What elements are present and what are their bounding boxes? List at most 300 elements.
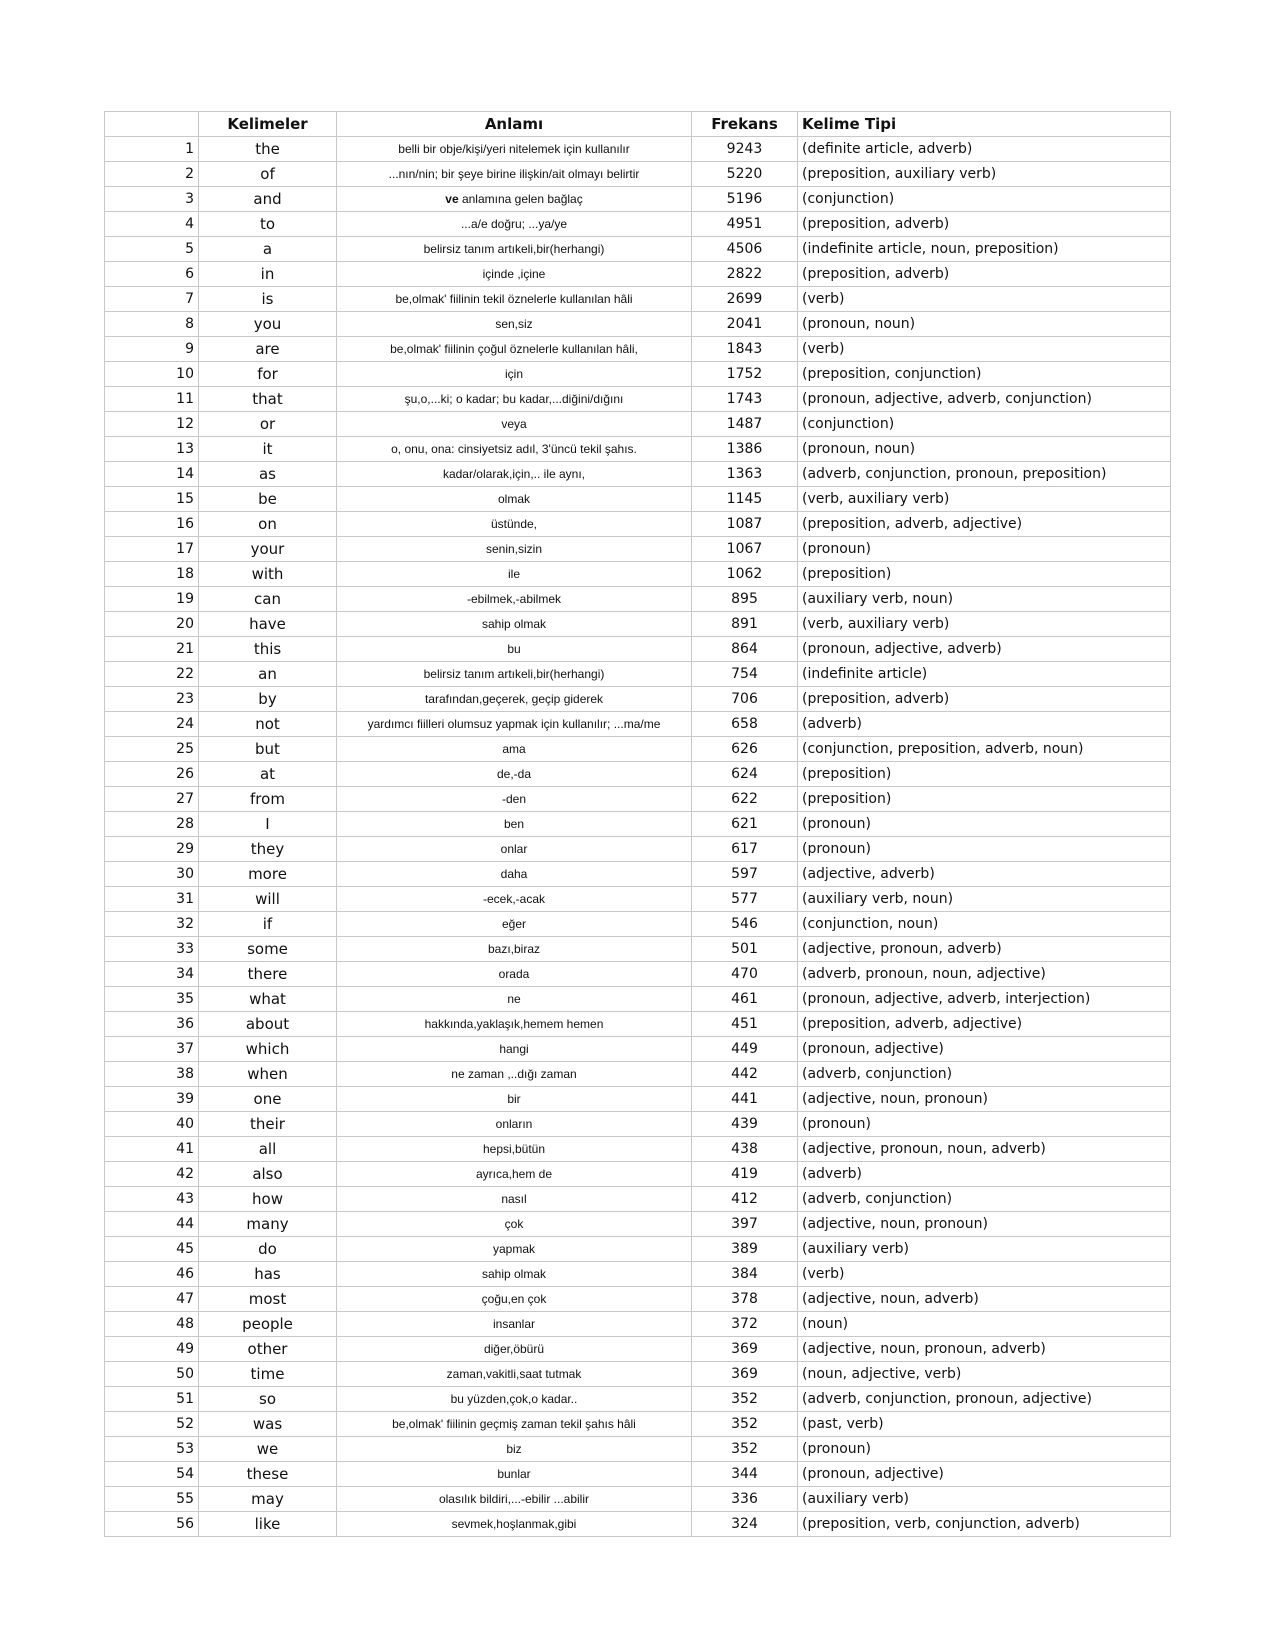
row-number: 28: [105, 812, 199, 837]
word-cell: some: [199, 937, 337, 962]
word-cell: how: [199, 1187, 337, 1212]
frequency-cell: 624: [692, 762, 798, 787]
word-cell: when: [199, 1062, 337, 1087]
word-cell: all: [199, 1137, 337, 1162]
table-row: [105, 1287, 1171, 1312]
word-cell: it: [199, 437, 337, 462]
frequency-cell: 439: [692, 1112, 798, 1137]
frequency-cell: 352: [692, 1412, 798, 1437]
meaning-cell: ama: [337, 737, 692, 762]
word-type-cell: (preposition, adverb): [798, 262, 1171, 287]
frequency-cell: 4506: [692, 237, 798, 262]
word-cell: is: [199, 287, 337, 312]
frequency-cell: 706: [692, 687, 798, 712]
frequency-cell: 352: [692, 1387, 798, 1412]
word-type-cell: (adjective, noun, adverb): [798, 1287, 1171, 1312]
word-type-cell: (pronoun): [798, 1437, 1171, 1462]
frequency-cell: 1067: [692, 537, 798, 562]
word-cell: to: [199, 212, 337, 237]
meaning-cell: onlar: [337, 837, 692, 862]
meaning-cell: de,-da: [337, 762, 692, 787]
word-type-cell: (conjunction, noun): [798, 912, 1171, 937]
meaning-cell: bir: [337, 1087, 692, 1112]
meaning-cell: veya: [337, 412, 692, 437]
row-number: 54: [105, 1462, 199, 1487]
word-cell: by: [199, 687, 337, 712]
word-type-cell: (pronoun, adjective): [798, 1037, 1171, 1062]
word-type-cell: (verb, auxiliary verb): [798, 487, 1171, 512]
word-cell: like: [199, 1512, 337, 1537]
word-cell: more: [199, 862, 337, 887]
row-number: 22: [105, 662, 199, 687]
word-type-cell: (pronoun, adjective, adverb, interjection): [798, 987, 1171, 1012]
word-cell: not: [199, 712, 337, 737]
table-row: [105, 1212, 1171, 1237]
header-words: Kelimeler: [199, 112, 337, 137]
frequency-cell: 621: [692, 812, 798, 837]
row-number: 19: [105, 587, 199, 612]
frequency-cell: 1843: [692, 337, 798, 362]
table-row: [105, 437, 1171, 462]
meaning-cell: biz: [337, 1437, 692, 1462]
meaning-cell: hangi: [337, 1037, 692, 1062]
word-type-cell: (pronoun): [798, 812, 1171, 837]
word-cell: be: [199, 487, 337, 512]
word-cell: these: [199, 1462, 337, 1487]
word-type-cell: (adverb, pronoun, noun, adjective): [798, 962, 1171, 987]
frequency-cell: 451: [692, 1012, 798, 1037]
frequency-cell: 1062: [692, 562, 798, 587]
frequency-cell: 1363: [692, 462, 798, 487]
meaning-cell: çok: [337, 1212, 692, 1237]
word-type-cell: (adjective, noun, pronoun, adverb): [798, 1337, 1171, 1362]
word-type-cell: (indefinite article, noun, preposition): [798, 237, 1171, 262]
word-cell: may: [199, 1487, 337, 1512]
word-type-cell: (adverb, conjunction): [798, 1187, 1171, 1212]
table-row: [105, 987, 1171, 1012]
word-type-cell: (adjective, noun, pronoun): [798, 1087, 1171, 1112]
word-type-cell: (noun): [798, 1312, 1171, 1337]
row-number: 12: [105, 412, 199, 437]
row-number: 56: [105, 1512, 199, 1537]
table-row: [105, 1037, 1171, 1062]
word-type-cell: (adjective, pronoun, noun, adverb): [798, 1137, 1171, 1162]
meaning-cell: belirsiz tanım artıkeli,bir(herhangi): [337, 662, 692, 687]
table-row: [105, 287, 1171, 312]
frequency-cell: 501: [692, 937, 798, 962]
row-number: 53: [105, 1437, 199, 1462]
word-cell: one: [199, 1087, 337, 1112]
meaning-cell: ile: [337, 562, 692, 587]
word-type-cell: (indefinite article): [798, 662, 1171, 687]
meaning-cell: o, onu, ona: cinsiyetsiz adıl, 3'üncü tekil şahıs.: [337, 437, 692, 462]
row-number: 45: [105, 1237, 199, 1262]
meaning-cell: ne: [337, 987, 692, 1012]
table-row: [105, 412, 1171, 437]
word-type-cell: (pronoun): [798, 537, 1171, 562]
table-row: [105, 1187, 1171, 1212]
frequency-cell: 1743: [692, 387, 798, 412]
row-number: 52: [105, 1412, 199, 1437]
row-number: 38: [105, 1062, 199, 1087]
frequency-cell: 1752: [692, 362, 798, 387]
table-row: [105, 1312, 1171, 1337]
row-number: 42: [105, 1162, 199, 1187]
word-type-cell: (preposition, adverb): [798, 687, 1171, 712]
meaning-cell: ...nın/nin; bir şeye birine ilişkin/ait olmayı belirtir: [337, 162, 692, 187]
word-cell: so: [199, 1387, 337, 1412]
meaning-cell: olasılık bildiri,...-ebilir ...abilir: [337, 1487, 692, 1512]
word-cell: which: [199, 1037, 337, 1062]
meaning-cell: be,olmak' fiilinin geçmiş zaman tekil şahıs hâli: [337, 1412, 692, 1437]
meaning-cell: -ecek,-acak: [337, 887, 692, 912]
table-row: [105, 612, 1171, 637]
word-cell: an: [199, 662, 337, 687]
frequency-cell: 1087: [692, 512, 798, 537]
meaning-cell: -den: [337, 787, 692, 812]
meaning-cell: içinde ,içine: [337, 262, 692, 287]
word-cell: at: [199, 762, 337, 787]
word-type-cell: (preposition, adverb, adjective): [798, 1012, 1171, 1037]
meaning-cell: ayrıca,hem de: [337, 1162, 692, 1187]
meaning-cell: kadar/olarak,için,.. ile aynı,: [337, 462, 692, 487]
word-type-cell: (adjective, pronoun, adverb): [798, 937, 1171, 962]
word-cell: are: [199, 337, 337, 362]
header-meaning: Anlamı: [337, 112, 692, 137]
word-type-cell: (verb): [798, 337, 1171, 362]
frequency-cell: 369: [692, 1337, 798, 1362]
word-type-cell: (pronoun, noun): [798, 437, 1171, 462]
table-row: [105, 1362, 1171, 1387]
word-type-cell: (definite article, adverb): [798, 137, 1171, 162]
table-row: [105, 1337, 1171, 1362]
word-type-cell: (pronoun, noun): [798, 312, 1171, 337]
row-number: 25: [105, 737, 199, 762]
word-cell: or: [199, 412, 337, 437]
table-row: [105, 862, 1171, 887]
meaning-cell: olmak: [337, 487, 692, 512]
meaning-cell: ne zaman ,..dığı zaman: [337, 1062, 692, 1087]
frequency-cell: 397: [692, 1212, 798, 1237]
word-type-cell: (preposition, adverb): [798, 212, 1171, 237]
meaning-cell: bazı,biraz: [337, 937, 692, 962]
table-row: [105, 262, 1171, 287]
word-cell: have: [199, 612, 337, 637]
frequency-cell: 5196: [692, 187, 798, 212]
row-number: 2: [105, 162, 199, 187]
word-cell: was: [199, 1412, 337, 1437]
table-row: [105, 337, 1171, 362]
meaning-rest-part: anlamına gelen bağlaç: [458, 192, 583, 206]
frequency-cell: 344: [692, 1462, 798, 1487]
word-type-cell: (pronoun, adjective, adverb, conjunction): [798, 387, 1171, 412]
table-row: [105, 212, 1171, 237]
word-type-cell: (noun, adjective, verb): [798, 1362, 1171, 1387]
table-row: [105, 537, 1171, 562]
row-number: 1: [105, 137, 199, 162]
meaning-cell: sevmek,hoşlanmak,gibi: [337, 1512, 692, 1537]
meaning-cell: bu yüzden,çok,o kadar..: [337, 1387, 692, 1412]
frequency-cell: 378: [692, 1287, 798, 1312]
row-number: 47: [105, 1287, 199, 1312]
word-type-cell: (conjunction): [798, 187, 1171, 212]
word-cell: that: [199, 387, 337, 412]
row-number: 8: [105, 312, 199, 337]
table-row: [105, 887, 1171, 912]
frequency-cell: 389: [692, 1237, 798, 1262]
word-type-cell: (preposition): [798, 562, 1171, 587]
word-cell: from: [199, 787, 337, 812]
row-number: 20: [105, 612, 199, 637]
word-type-cell: (preposition, auxiliary verb): [798, 162, 1171, 187]
frequency-cell: 336: [692, 1487, 798, 1512]
meaning-cell: hepsi,bütün: [337, 1137, 692, 1162]
word-cell: will: [199, 887, 337, 912]
frequency-cell: 449: [692, 1037, 798, 1062]
word-type-cell: (verb, auxiliary verb): [798, 612, 1171, 637]
word-type-cell: (adjective, adverb): [798, 862, 1171, 887]
meaning-cell: üstünde,: [337, 512, 692, 537]
row-number: 27: [105, 787, 199, 812]
table-row: [105, 362, 1171, 387]
row-number: 13: [105, 437, 199, 462]
table-row: [105, 937, 1171, 962]
word-cell: also: [199, 1162, 337, 1187]
word-cell: if: [199, 912, 337, 937]
meaning-cell: yardımcı fiilleri olumsuz yapmak için kullanılır; ...ma/me: [337, 712, 692, 737]
table-row: [105, 312, 1171, 337]
row-number: 37: [105, 1037, 199, 1062]
word-cell: people: [199, 1312, 337, 1337]
frequency-cell: 438: [692, 1137, 798, 1162]
row-number: 5: [105, 237, 199, 262]
meaning-cell: -ebilmek,-abilmek: [337, 587, 692, 612]
table-row: [105, 1437, 1171, 1462]
meaning-cell: ...a/e doğru; ...ya/ye: [337, 212, 692, 237]
meaning-cell: senin,sizin: [337, 537, 692, 562]
frequency-cell: 419: [692, 1162, 798, 1187]
table-row: [105, 1512, 1171, 1537]
row-number: 18: [105, 562, 199, 587]
table-row: [105, 912, 1171, 937]
word-cell: time: [199, 1362, 337, 1387]
table-row: [105, 787, 1171, 812]
frequency-cell: 372: [692, 1312, 798, 1337]
frequency-cell: 5220: [692, 162, 798, 187]
row-number: 9: [105, 337, 199, 362]
word-cell: other: [199, 1337, 337, 1362]
word-type-cell: (preposition, verb, conjunction, adverb): [798, 1512, 1171, 1537]
word-type-cell: (past, verb): [798, 1412, 1171, 1437]
word-cell: and: [199, 187, 337, 212]
word-cell: most: [199, 1287, 337, 1312]
word-cell: a: [199, 237, 337, 262]
word-type-cell: (adjective, noun, pronoun): [798, 1212, 1171, 1237]
word-cell: this: [199, 637, 337, 662]
row-number: 29: [105, 837, 199, 862]
meaning-cell: için: [337, 362, 692, 387]
word-type-cell: (pronoun, adjective, adverb): [798, 637, 1171, 662]
word-type-cell: (adverb): [798, 1162, 1171, 1187]
frequency-cell: 546: [692, 912, 798, 937]
frequency-cell: 577: [692, 887, 798, 912]
word-cell: your: [199, 537, 337, 562]
table-row: [105, 762, 1171, 787]
table-row: [105, 1062, 1171, 1087]
table-row: [105, 662, 1171, 687]
row-number: 26: [105, 762, 199, 787]
word-cell: the: [199, 137, 337, 162]
row-number: 35: [105, 987, 199, 1012]
row-number: 50: [105, 1362, 199, 1387]
meaning-cell: çoğu,en çok: [337, 1287, 692, 1312]
row-number: 34: [105, 962, 199, 987]
row-number: 48: [105, 1312, 199, 1337]
word-type-cell: (pronoun, adjective): [798, 1462, 1171, 1487]
row-number: 14: [105, 462, 199, 487]
word-type-cell: (preposition, conjunction): [798, 362, 1171, 387]
header-row: [105, 112, 1171, 137]
meaning-cell: orada: [337, 962, 692, 987]
frequency-cell: 2699: [692, 287, 798, 312]
table-row: [105, 512, 1171, 537]
table-body: [105, 137, 1171, 1537]
row-number: 33: [105, 937, 199, 962]
table-row: [105, 712, 1171, 737]
meaning-cell: ben: [337, 812, 692, 837]
word-type-cell: (pronoun): [798, 1112, 1171, 1137]
word-cell: of: [199, 162, 337, 187]
meaning-cell: be,olmak' fiilinin tekil öznelerle kullanılan hâli: [337, 287, 692, 312]
meaning-cell: onların: [337, 1112, 692, 1137]
frequency-cell: 384: [692, 1262, 798, 1287]
table-row: [105, 1412, 1171, 1437]
word-cell: what: [199, 987, 337, 1012]
row-number: 44: [105, 1212, 199, 1237]
frequency-cell: 352: [692, 1437, 798, 1462]
meaning-cell: sen,siz: [337, 312, 692, 337]
word-cell: in: [199, 262, 337, 287]
word-cell: as: [199, 462, 337, 487]
row-number: 41: [105, 1137, 199, 1162]
meaning-cell: sahip olmak: [337, 612, 692, 637]
row-number: 49: [105, 1337, 199, 1362]
word-type-cell: (verb): [798, 287, 1171, 312]
table-row: [105, 962, 1171, 987]
frequency-cell: 442: [692, 1062, 798, 1087]
table-row: [105, 1087, 1171, 1112]
frequency-cell: 658: [692, 712, 798, 737]
word-type-cell: (preposition, adverb, adjective): [798, 512, 1171, 537]
word-frequency-table: [104, 111, 1171, 1537]
meaning-cell: şu,o,...ki; o kadar; bu kadar,...diğini/dığını: [337, 387, 692, 412]
word-type-cell: (adverb, conjunction): [798, 1062, 1171, 1087]
meaning-cell: bunlar: [337, 1462, 692, 1487]
row-number: 21: [105, 637, 199, 662]
word-type-cell: (adverb): [798, 712, 1171, 737]
table-row: [105, 812, 1171, 837]
meaning-cell: daha: [337, 862, 692, 887]
frequency-cell: 369: [692, 1362, 798, 1387]
word-type-cell: (pronoun): [798, 837, 1171, 862]
frequency-cell: 597: [692, 862, 798, 887]
header-word-type: Kelime Tipi: [798, 112, 1171, 137]
table-row: [105, 1387, 1171, 1412]
word-type-cell: (auxiliary verb): [798, 1237, 1171, 1262]
meaning-cell: yapmak: [337, 1237, 692, 1262]
table-row: [105, 1237, 1171, 1262]
table-row: [105, 137, 1171, 162]
word-type-cell: (auxiliary verb, noun): [798, 587, 1171, 612]
word-cell: their: [199, 1112, 337, 1137]
frequency-cell: 617: [692, 837, 798, 862]
table-row: [105, 562, 1171, 587]
row-number: 36: [105, 1012, 199, 1037]
meaning-cell: eğer: [337, 912, 692, 937]
frequency-cell: 1386: [692, 437, 798, 462]
frequency-cell: 864: [692, 637, 798, 662]
meaning-cell: nasıl: [337, 1187, 692, 1212]
row-number: 15: [105, 487, 199, 512]
row-number: 39: [105, 1087, 199, 1112]
frequency-cell: 441: [692, 1087, 798, 1112]
row-number: 31: [105, 887, 199, 912]
word-cell: we: [199, 1437, 337, 1462]
frequency-cell: 626: [692, 737, 798, 762]
meaning-cell: zaman,vakitli,saat tutmak: [337, 1362, 692, 1387]
row-number: 10: [105, 362, 199, 387]
row-number: 55: [105, 1487, 199, 1512]
word-cell: has: [199, 1262, 337, 1287]
row-number: 17: [105, 537, 199, 562]
word-type-cell: (preposition): [798, 762, 1171, 787]
frequency-cell: 622: [692, 787, 798, 812]
row-number: 43: [105, 1187, 199, 1212]
row-number: 23: [105, 687, 199, 712]
word-type-cell: (auxiliary verb): [798, 1487, 1171, 1512]
word-type-cell: (adverb, conjunction, pronoun, adjective): [798, 1387, 1171, 1412]
meaning-bold-part: ve: [445, 192, 459, 206]
table-row: [105, 387, 1171, 412]
frequency-cell: 9243: [692, 137, 798, 162]
table-row: [105, 1137, 1171, 1162]
table-row: [105, 1462, 1171, 1487]
table-row: [105, 1487, 1171, 1512]
meaning-cell: hakkında,yaklaşık,hemem hemen: [337, 1012, 692, 1037]
meaning-cell: sahip olmak: [337, 1262, 692, 1287]
table-row: [105, 587, 1171, 612]
frequency-cell: 895: [692, 587, 798, 612]
row-number: 30: [105, 862, 199, 887]
meaning-cell: insanlar: [337, 1312, 692, 1337]
word-type-cell: (conjunction, preposition, adverb, noun): [798, 737, 1171, 762]
row-number: 46: [105, 1262, 199, 1287]
word-cell: on: [199, 512, 337, 537]
meaning-cell: belli bir obje/kişi/yeri nitelemek için kullanılır: [337, 137, 692, 162]
row-number: 32: [105, 912, 199, 937]
meaning-cell: [337, 187, 692, 212]
table-row: [105, 1262, 1171, 1287]
table-row: [105, 462, 1171, 487]
table-row: [105, 187, 1171, 212]
table-row: [105, 737, 1171, 762]
frequency-cell: 412: [692, 1187, 798, 1212]
table-row: [105, 1112, 1171, 1137]
frequency-cell: 754: [692, 662, 798, 687]
table-row: [105, 1012, 1171, 1037]
row-number: 6: [105, 262, 199, 287]
word-cell: can: [199, 587, 337, 612]
